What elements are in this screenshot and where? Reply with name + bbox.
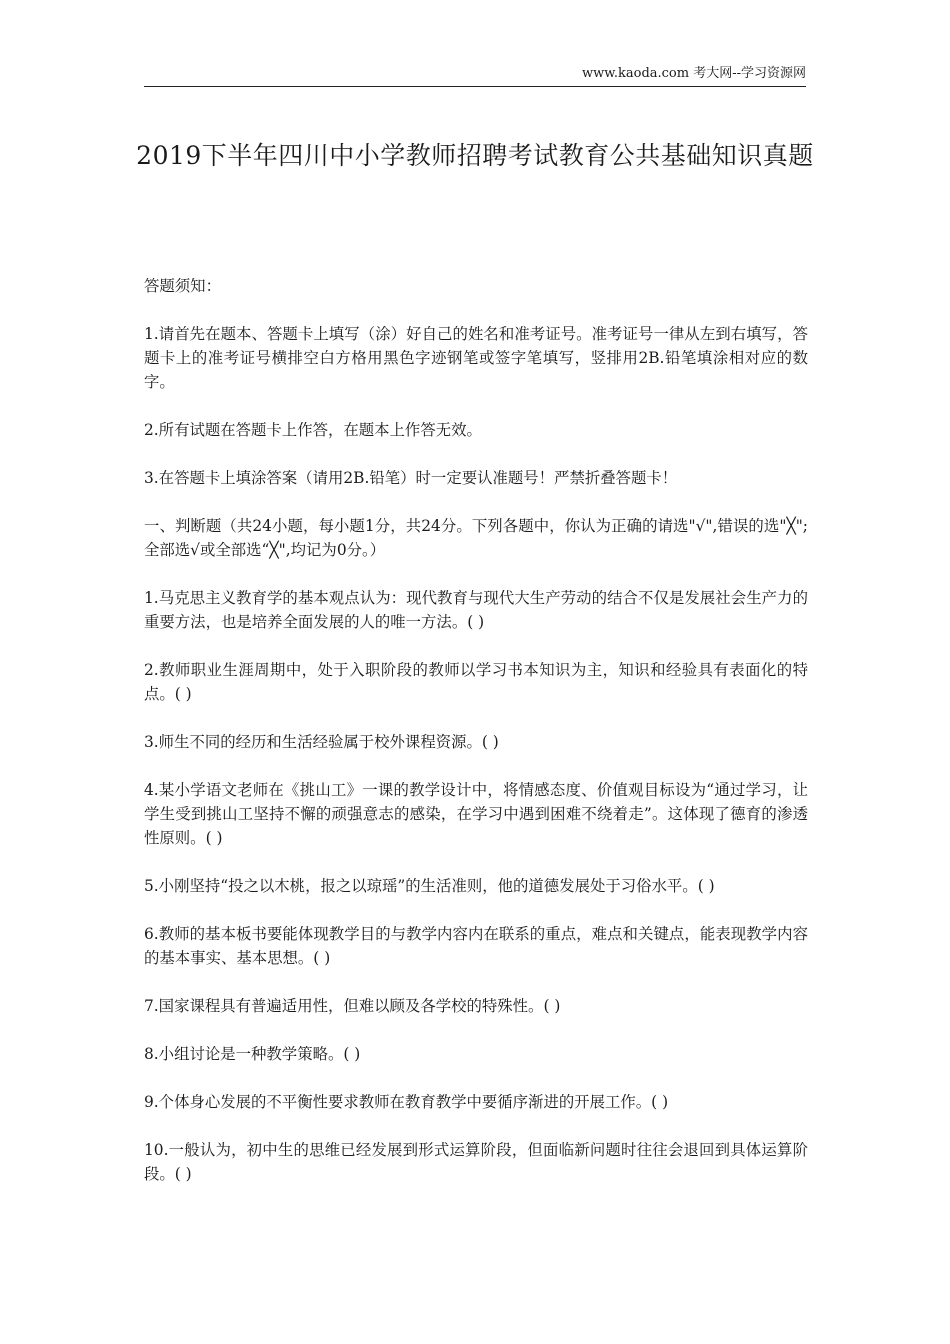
question-item: 7.国家课程具有普遍适用性，但难以顾及各学校的特殊性。( ) (144, 997, 561, 1015)
document-title: 2019下半年四川中小学教师招聘考试教育公共基础知识真题 (136, 141, 814, 170)
header-site-text: www.kaoda.com 考大网--学习资源网 (582, 66, 806, 81)
instruction-item: 1.请首先在题本、答题卡上填写（涂）好自己的姓名和准考证号。准考证号一律从左到右填写，答题卡上的准考证号横排空白方格用黑色字迹钢笔或签字笔填写，竖排用2B.铅笔填涂相对应的数字。 (144, 325, 808, 391)
question-item: 4.某小学语文老师在《挑山工》一课的教学设计中，将情感态度、价值观目标设为“通过学习，让学生受到挑山工坚持不懈的顽强意志的感染，在学习中遇到困难不绕着走”。这体现了德育的渗透性原则。( ) (144, 781, 808, 847)
question-item: 8.小组讨论是一种教学策略。( ) (144, 1045, 361, 1063)
question-item: 10.一般认为，初中生的思维已经发展到形式运算阶段，但面临新问题时往往会退回到具体运算阶段。( ) (144, 1141, 808, 1183)
question-item: 5.小刚坚持“投之以木桃，报之以琼瑶”的生活准则，他的道德发展处于习俗水平。( ) (144, 877, 715, 895)
page-header (144, 64, 806, 87)
section-heading: 一、判断题（共24小题，每小题1分，共24分。下列各题中，你认为正确的请选"√",错误的选"╳";全部选√或全部选“╳",均记为0分。） (144, 517, 808, 559)
question-item: 6.教师的基本板书要能体现教学目的与教学内容内在联系的重点，难点和关键点，能表现教学内容的基本事实、基本思想。( ) (144, 925, 808, 967)
question-item: 3.师生不同的经历和生活经验属于校外课程资源。( ) (144, 733, 499, 751)
instruction-item: 2.所有试题在答题卡上作答，在题本上作答无效。 (144, 421, 482, 439)
question-item: 9.个体身心发展的不平衡性要求教师在教育教学中要循序渐进的开展工作。( ) (144, 1093, 669, 1111)
question-item: 1.马克思主义教育学的基本观点认为：现代教育与现代大生产劳动的结合不仅是发展社会生产力的重要方法，也是培养全面发展的人的唯一方法。( ) (144, 589, 808, 631)
document-body (144, 274, 808, 1210)
instruction-item: 3.在答题卡上填涂答案（请用2B.铅笔）时一定要认准题号！严禁折叠答题卡！ (144, 469, 678, 487)
question-item: 2.教师职业生涯周期中，处于入职阶段的教师以学习书本知识为主，知识和经验具有表面化的特点。( ) (144, 661, 808, 703)
instructions-heading: 答题须知： (144, 277, 221, 295)
